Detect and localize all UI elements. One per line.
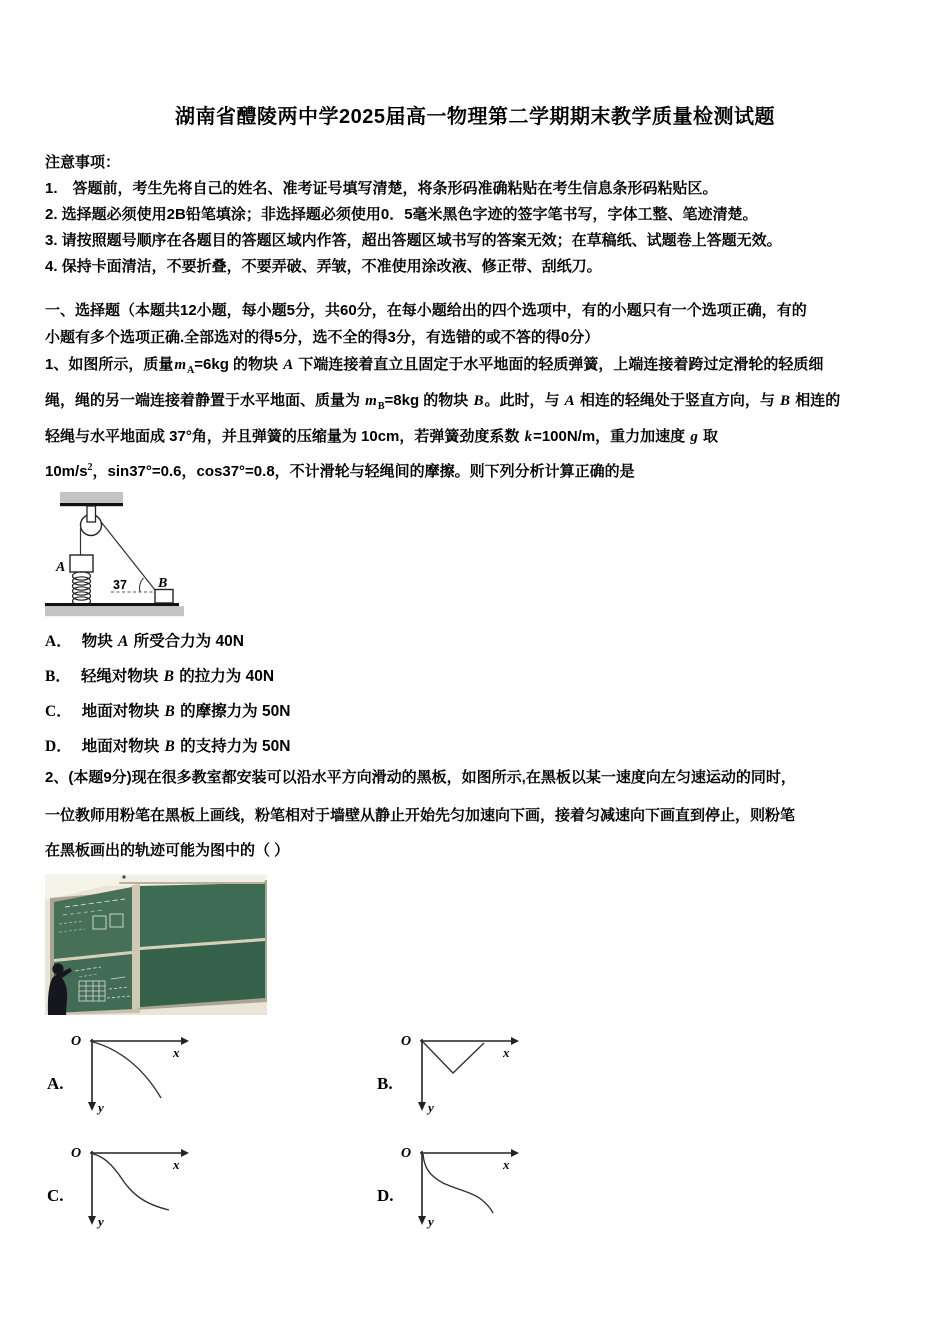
y-axis-label: y bbox=[98, 1100, 104, 1115]
ceiling-hatch bbox=[60, 492, 123, 503]
option-b-letter: B． bbox=[45, 668, 71, 685]
option-b-var: B bbox=[163, 668, 174, 685]
x-arrow-icon bbox=[511, 1149, 519, 1157]
trajectory-curve bbox=[93, 1154, 169, 1210]
y-arrow-icon bbox=[88, 1102, 96, 1111]
roller-mount bbox=[122, 875, 125, 878]
option-c-post: 的摩擦力为 50N bbox=[175, 703, 291, 720]
q1-l1-text3: 下端连接着直立且固定于水平地面的轻质弹簧，上端连接着跨过定滑轮的轻质细 bbox=[294, 356, 824, 373]
block-a-label: A bbox=[56, 560, 66, 575]
q1-l2-text3: 。此时，与 bbox=[484, 392, 564, 409]
angle-label: 37 bbox=[113, 578, 127, 592]
q1-l2-sub: B bbox=[377, 401, 385, 412]
blackboard-photo bbox=[45, 874, 267, 1015]
option-a-post: 所受合力为 40N bbox=[129, 633, 244, 650]
q1-l2-text: 绳，绳的另一端连接着静置于水平地面、质量为 bbox=[45, 392, 365, 409]
q1-option-b bbox=[45, 664, 274, 686]
x-arrow-icon bbox=[181, 1037, 189, 1045]
q1-l3-k: k bbox=[524, 429, 533, 445]
q1-l2-varB: B bbox=[473, 393, 484, 409]
x-arrow-icon bbox=[181, 1149, 189, 1157]
q1-l4-sup: 2 bbox=[87, 462, 93, 473]
q1-l1-text: 1、如图所示，质量 bbox=[45, 356, 174, 373]
graph-c-label: C. bbox=[47, 1186, 64, 1205]
x-axis-label: x bbox=[503, 1157, 510, 1172]
graph-a bbox=[45, 1026, 195, 1118]
q1-l2-varB2: B bbox=[780, 393, 791, 409]
q1-l4-text: 10m/s bbox=[45, 463, 88, 480]
q1-l2-text5: 相连的 bbox=[791, 392, 841, 409]
option-a-var: A bbox=[118, 633, 129, 650]
option-a-letter: A． bbox=[45, 633, 72, 650]
option-d-var: B bbox=[164, 738, 175, 755]
notice-block bbox=[45, 150, 913, 280]
section-header-line2: 小题有多个选项正确.全部选对的得5分，选不全的得3分，有选错的或不答的得0分） bbox=[45, 329, 600, 346]
x-axis-label: x bbox=[173, 1157, 180, 1172]
trajectory-curve bbox=[423, 1154, 493, 1213]
q2-line2: 一位教师用粉笔在黑板上画线，粉笔相对于墙壁从静止开始先匀加速向下画，接着匀减速向下画直到停止，则粉笔 bbox=[45, 807, 796, 824]
page-title: 湖南省醴陵两中学2025届高一物理第二学期期末教学质量检测试题 bbox=[175, 106, 775, 128]
option-d-pre: 地面对物块 bbox=[81, 738, 164, 755]
trajectory-curve bbox=[423, 1042, 484, 1073]
notice-item-2: 2. 选择题必须使用2B铅笔填涂；非选择题必须使用0．5毫米黑色字迹的签字笔书写，字体工整、笔迹清楚。 bbox=[45, 206, 758, 223]
projector-roller-shadow bbox=[119, 882, 265, 884]
ground-hatch bbox=[45, 606, 184, 616]
y-arrow-icon bbox=[418, 1102, 426, 1111]
q1-l1-varA: A bbox=[283, 357, 294, 373]
q2-line3: 在黑板画出的轨迹可能为图中的（ ） bbox=[45, 842, 290, 859]
q2-line1: 2、(本题9分)现在很多教室都安装可以沿水平方向滑动的黑板，如图所示,在黑板以某一速度向左匀速运动的同时， bbox=[45, 769, 796, 786]
graph-a-label: A. bbox=[47, 1074, 64, 1093]
q1-l4-text2: ，sin37°=0.6，cos37°=0.8，不计滑轮与轻绳间的摩擦。则下列分析计算正确的是 bbox=[92, 463, 635, 480]
option-a-pre: 物块 bbox=[81, 633, 118, 650]
notice-item-1: 1. 答题前，考生先将自己的姓名、准考证号填写清楚，将条形码准确粘贴在考生信息条形码粘贴区。 bbox=[45, 180, 718, 197]
q1-option-c bbox=[45, 699, 290, 721]
graph-d bbox=[375, 1138, 525, 1232]
origin-label: O bbox=[71, 1146, 82, 1161]
board-panel-upper-right bbox=[140, 883, 265, 947]
q1-pulley-spring-diagram bbox=[45, 492, 190, 618]
q1-l2-m: m bbox=[365, 393, 377, 409]
board-rail-vertical bbox=[132, 884, 140, 1010]
origin-label: O bbox=[401, 1146, 412, 1161]
y-axis-label: y bbox=[98, 1214, 104, 1229]
origin-label: O bbox=[401, 1034, 412, 1049]
option-d-post: 的支持力为 50N bbox=[175, 738, 291, 755]
q1-option-a bbox=[45, 629, 244, 651]
section-header-line1: 一、选择题（本题共12小题，每小题5分，共60分，在每小题给出的四个选项中，有的小题只有一个选项正确，有的 bbox=[45, 302, 807, 319]
option-c-var: B bbox=[164, 703, 175, 720]
q1-line3 bbox=[45, 425, 917, 446]
y-arrow-icon bbox=[88, 1216, 96, 1225]
y-axis-label: y bbox=[428, 1214, 434, 1229]
graph-c bbox=[45, 1138, 195, 1232]
option-c-pre: 地面对物块 bbox=[81, 703, 164, 720]
q1-l3-text2: =100N/m，重力加速度 bbox=[533, 428, 690, 445]
option-b-post: 的拉力为 40N bbox=[175, 668, 275, 685]
q1-l3-text3: 取 bbox=[698, 428, 719, 445]
trajectory-curve bbox=[93, 1042, 161, 1098]
spring-icon bbox=[73, 572, 91, 605]
q1-line2 bbox=[45, 389, 917, 412]
notice-item-4: 4. 保持卡面清洁，不要折叠，不要弄破、弄皱，不准使用涂改液、修正带、刮纸刀。 bbox=[45, 258, 602, 275]
block-a bbox=[70, 555, 93, 572]
q1-l2-text2: =8kg 的物块 bbox=[384, 392, 473, 409]
q1-l1-sub: A bbox=[187, 365, 195, 376]
x-axis-label: x bbox=[503, 1045, 510, 1060]
option-d-letter: D． bbox=[45, 738, 72, 755]
q1-l3-text: 轻绳与水平地面成 37°角，并且弹簧的压缩量为 10cm，若弹簧劲度系数 bbox=[45, 428, 524, 445]
y-arrow-icon bbox=[418, 1216, 426, 1225]
pulley-bracket bbox=[87, 506, 96, 522]
graph-b-label: B. bbox=[377, 1074, 393, 1093]
origin-label: O bbox=[71, 1034, 82, 1049]
graph-d-label: D. bbox=[377, 1186, 394, 1205]
block-b bbox=[155, 590, 173, 604]
q1-l3-g: g bbox=[690, 429, 698, 445]
option-c-letter: C． bbox=[45, 703, 72, 720]
q1-option-d bbox=[45, 734, 290, 756]
board-panel-lower-right bbox=[140, 941, 265, 1007]
q1-line4 bbox=[45, 460, 917, 481]
q1-l1-m: m bbox=[174, 357, 187, 373]
option-b-pre: 轻绳对物块 bbox=[80, 668, 163, 685]
angle-arc bbox=[140, 578, 144, 592]
x-arrow-icon bbox=[511, 1037, 519, 1045]
q1-l2-varA: A bbox=[564, 393, 575, 409]
q1-l1-text2: =6kg 的物块 bbox=[194, 356, 283, 373]
q1-line1 bbox=[45, 353, 917, 376]
x-axis-label: x bbox=[173, 1045, 180, 1060]
notice-item-3: 3. 请按照题号顺序在各题目的答题区域内作答，超出答题区域书写的答案无效；在草稿纸、试题卷上答题无效。 bbox=[45, 232, 782, 249]
y-axis-label: y bbox=[428, 1100, 434, 1115]
q1-l2-text4: 相连的轻绳处于竖直方向，与 bbox=[575, 392, 780, 409]
ground-line bbox=[45, 603, 179, 606]
graph-b bbox=[375, 1026, 525, 1118]
notice-heading: 注意事项： bbox=[45, 154, 121, 171]
block-b-label: B bbox=[158, 576, 168, 591]
